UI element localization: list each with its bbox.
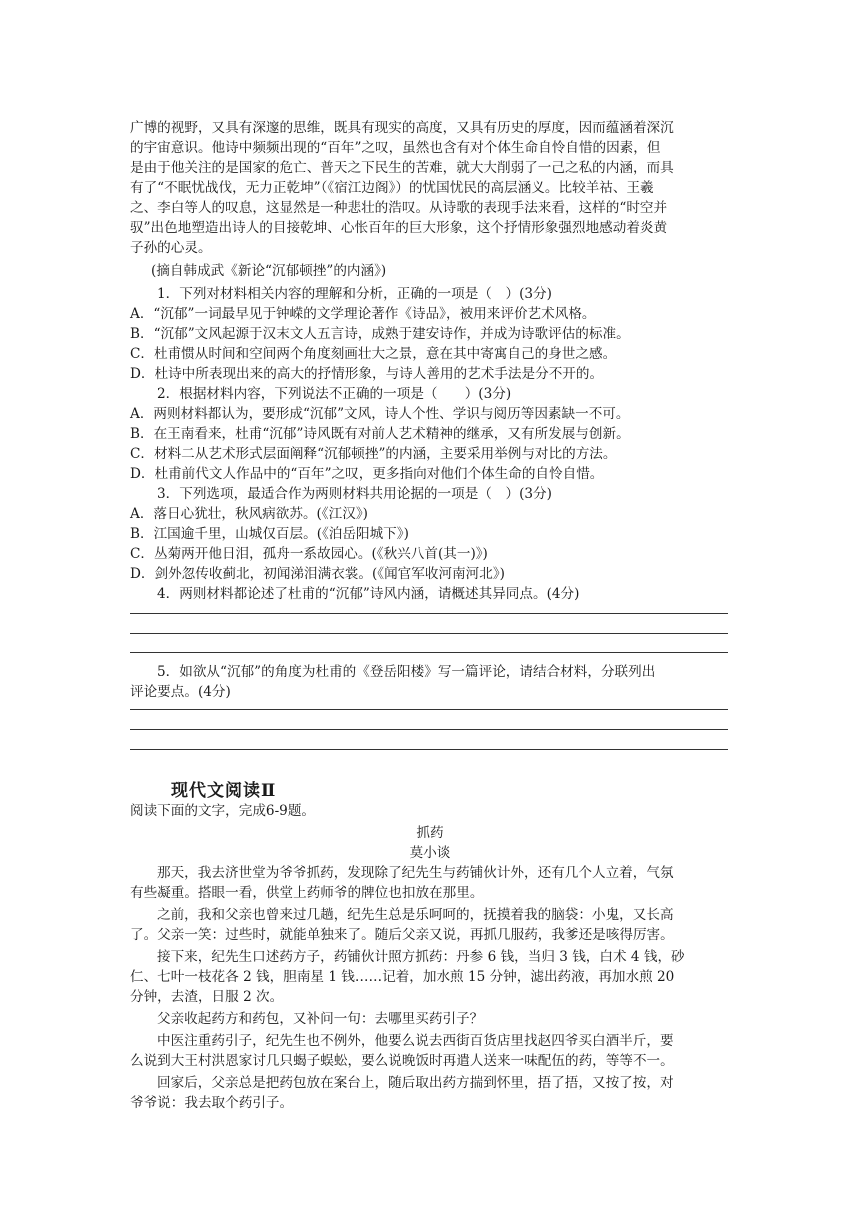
paragraph-line: 有了“不眠忧战伐，无力正乾坤”（《宿江边阁》）的忧国忧民的高层涵义。比较羊祜、王羲 — [130, 180, 654, 196]
question-3-option-b: B．江国逾千里，山城仅百层。(《泊岳阳城下》) — [130, 526, 409, 542]
question-3-stem: 3．下列选项，最适合作为两则材料共用论据的一项是（ ）(3分) — [157, 486, 552, 502]
story-line: 仁、七叶一枝花各 2 钱，胆南星 1 钱……记着，加水煎 15 分钟，滤出药液，再加水煎 20 — [130, 969, 675, 985]
story-line: 中医注重药引子，纪先生也不例外，他要么说去西街百货店里找赵四爷买白酒半斤，要 — [157, 1033, 674, 1049]
paragraph-line: 子孙的心灵。 — [130, 240, 212, 256]
paragraph-line: 之、李白等人的叹息，这显然是一种悲壮的浩叹。从诗歌的表现手法来看，这样的“时空并 — [130, 200, 668, 216]
story-line: 那天，我去济世堂为爷爷抓药，发现除了纪先生与药铺伙计外，还有几个人立着，气氛 — [157, 865, 674, 881]
question-1-option-b: B．“沉郁”文风起源于汉末文人五言诗，成熟于建安诗作，并成为诗歌评估的标准。 — [130, 326, 630, 342]
story-line: 回家后，父亲总是把药包放在案台上，随后取出药方揣到怀里，捂了捂，又按了按，对 — [157, 1075, 674, 1091]
question-2-option-a: A．两则材料都认为，要形成“沉郁”文风，诗人个性、学识与阅历等因素缺一不可。 — [130, 406, 630, 422]
question-2-option-b: B．在王南看来，杜甫“沉郁”诗风既有对前人艺术精神的继承，又有所发展与创新。 — [130, 426, 630, 442]
story-line: 爷爷说：我去取个药引子。 — [130, 1095, 294, 1111]
question-1-option-c: C．杜甫惯从时间和空间两个角度刻画壮大之景，意在其中寄寓自己的身世之感。 — [130, 346, 617, 362]
story-line: 之前，我和父亲也曾来过几趟，纪先生总是乐呵呵的，抚摸着我的脑袋：小鬼，又长高 — [157, 907, 674, 923]
paragraph-line: 驭”出色地塑造出诗人的目接乾坤、心怅百年的巨大形象，这个抒情形象强烈地感动着炎黄 — [130, 220, 668, 236]
section-instruction: 阅读下面的文字，完成6-9题。 — [130, 803, 316, 819]
question-1-stem: 1．下列对材料相关内容的理解和分析，正确的一项是（ ）(3分) — [157, 286, 552, 302]
story-author: 莫小谈 — [409, 845, 451, 861]
paragraph-line: 的宇宙意识。他诗中频频出现的“百年”之叹，虽然也含有对个体生命自怜自惜的因素，但 — [130, 140, 661, 156]
question-3-option-d: D．剑外忽传收蓟北，初闻涕泪满衣裳。(《闻官军收河南河北》) — [130, 566, 505, 582]
paragraph-line: 广博的视野，又具有深邃的思维，既具有现实的高度，又具有历史的厚度，因而蕴涵着深沉 — [130, 120, 674, 136]
question-1-option-a: A．“沉郁”一词最早见于钟嵘的文学理论著作《诗品》，被用来评价艺术风格。 — [130, 306, 596, 322]
question-2-option-d: D．杜甫前代文人作品中的“百年”之叹，更多指向对他们个体生命的自怜自惜。 — [130, 466, 604, 482]
answer-line[interactable] — [130, 709, 728, 710]
question-1-option-d: D．杜诗中所表现出来的高大的抒情形象，与诗人善用的艺术手法是分不开的。 — [130, 366, 604, 382]
answer-line[interactable] — [130, 613, 728, 614]
answer-line[interactable] — [130, 652, 728, 653]
story-line: 了。父亲一笑：过些时，就能单独来了。随后父亲又说，再抓几服药，我爹还是咳得厉害。 — [130, 927, 674, 943]
story-line: 分钟，去渣，日服 2 次。 — [130, 989, 284, 1005]
story-line: 有些凝重。搭眼一看，供堂上药师爷的牌位也扣放在那里。 — [130, 885, 484, 901]
question-3-option-a: A．落日心犹壮，秋风病欲苏。(《江汉》) — [130, 506, 368, 522]
story-line: 么说到大王村洪恩家讨几只蝎子蜈蚣，要么说晚饭时再遣人送来一味配伍的药，等等不一。 — [130, 1053, 674, 1069]
section-heading: 现代文阅读Ⅱ — [171, 781, 277, 801]
answer-line[interactable] — [130, 633, 728, 634]
question-2-option-c: C．材料二从艺术形式层面阐释“沉郁顿挫”的内涵，主要采用举例与对比的方法。 — [130, 446, 617, 462]
source-citation: (摘自韩成武《新论“沉郁顿挫”的内涵》) — [151, 263, 387, 279]
story-line: 父亲收起药方和药包，又补问一句：去哪里买药引子？ — [157, 1011, 484, 1027]
question-2-stem: 2．根据材料内容，下列说法不正确的一项是（ ）(3分) — [157, 386, 512, 402]
question-5-stem-cont: 评论要点。(4分) — [130, 684, 231, 700]
question-4-stem: 4．两则材料都论述了杜甫的“沉郁”诗风内涵，请概述其异同点。(4分) — [157, 586, 580, 602]
question-3-option-c: C．丛菊两开他日泪，孤舟一系故园心。(《秋兴八首(其一)》) — [130, 546, 488, 562]
answer-line[interactable] — [130, 729, 728, 730]
question-5-stem: 5．如欲从“沉郁”的角度为杜甫的《登岳阳楼》写一篇评论，请结合材料，分联列出 — [157, 664, 656, 680]
answer-line[interactable] — [130, 749, 728, 750]
story-title: 抓药 — [416, 825, 444, 841]
story-line: 接下来，纪先生口述药方子，药铺伙计照方抓药：丹参 6 钱，当归 3 钱，白术 4 钱，砂 — [157, 949, 685, 965]
paragraph-line: 是由于他关注的是国家的危亡、普天之下民生的苦难，就大大削弱了一己之私的内涵，而具 — [130, 160, 674, 176]
